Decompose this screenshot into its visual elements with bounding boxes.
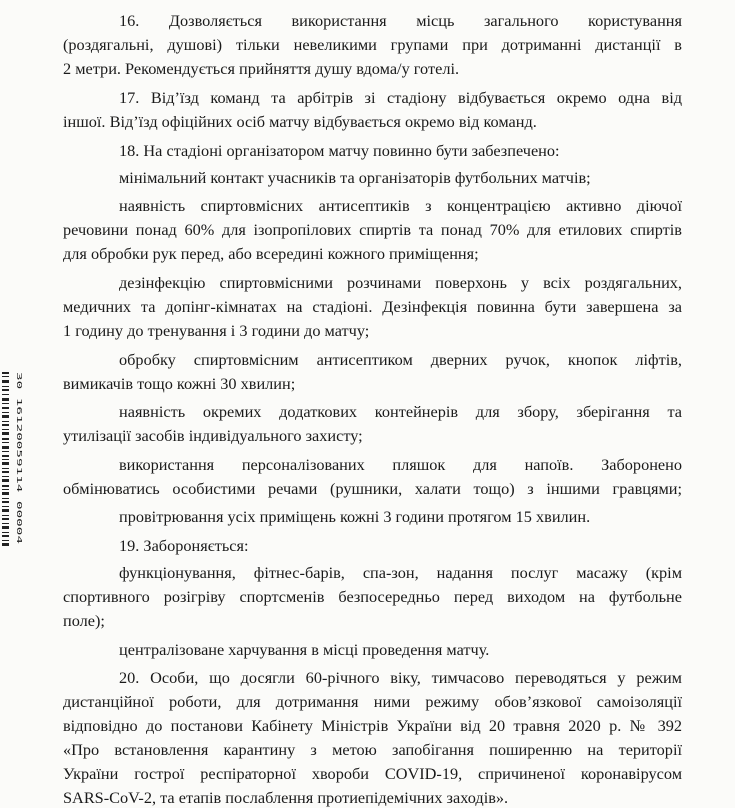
paragraph-19-item-1-line-2: спортивного розігріву спортсменів безпосередньо перед виходом на футбольне: [63, 587, 682, 606]
paragraph-16-line-1: 16. Дозволяється використання місць загального користування: [119, 11, 682, 30]
paragraph-18-item-2-line-1: наявність спиртовмісних антисептиків з концентрацією активно діючої: [119, 196, 682, 215]
paragraph-18-item-4-line-1: обробку спиртовмісним антисептиком дверних ручок, кнопок ліфтів,: [119, 350, 682, 369]
paragraph-18-item-4-line-2: вимикачів тощо кожні 30 хвилин;: [63, 374, 296, 393]
paragraph-18-item-2-line-3: для обробки рук перед, або всередині кожного приміщення;: [63, 244, 479, 263]
paragraph-19-heading: 19. Забороняється:: [119, 536, 249, 555]
paragraph-16-line-2: (роздягальні, душові) тільки невеликими групами при дотриманні дистанції в: [63, 35, 682, 54]
paragraph-19-item-1-line-1: функціонування, фітнес-барів, спа-зон, надання послуг масажу (крім: [119, 563, 682, 582]
paragraph-20-line-6: SARS-CoV-2, та етапів послаблення протиепідемічних заходів».: [63, 788, 509, 807]
paragraph-18-item-6-line-1: використання персоналізованих пляшок для напоїв. Заборонено: [119, 455, 682, 474]
paragraph-20-line-1: 20. Особи, що досягли 60-річного віку, тимчасово переводяться у режим: [119, 668, 682, 687]
paragraph-18-item-3-line-2: медичних та допінг-кімнатах на стадіоні. Дезінфекція повинна бути завершена за: [63, 297, 682, 316]
paragraph-16-line-3: 2 метри. Рекомендується прийняття душу вдома/у готелі.: [63, 59, 460, 78]
paragraph-18-item-3-line-1: дезінфекцію спиртовмісними розчинами поверхонь у всіх роздягальних,: [119, 273, 682, 292]
paragraph-18-item-6-line-2: обмінюватись особистими речами (рушники, халати тощо) з іншими гравцями;: [63, 479, 682, 498]
paragraph-18-item-3-line-3: 1 годину до тренування і 3 години до матчу;: [63, 321, 370, 340]
paragraph-18-item-7: провітрювання усіх приміщень кожні 3 години протягом 15 хвилин.: [119, 507, 591, 526]
registration-barcode-stamp: [2, 372, 28, 546]
paragraph-18-heading: 18. На стадіоні організатором матчу повинно бути забезпечено:: [119, 141, 560, 160]
paragraph-20-line-2: дистанційної роботи, для дотримання ними режиму обов’язкової самоізоляції: [63, 692, 682, 711]
paragraph-17-line-1: 17. Від’їзд команд та арбітрів зі стадіону відбувається окремо одна від: [119, 88, 682, 107]
paragraph-18-item-5-line-1: наявність окремих додаткових контейнерів для збору, зберігання та: [119, 402, 682, 421]
paragraph-18-item-1: мінімальний контакт учасників та організаторів футбольних матчів;: [119, 168, 591, 187]
paragraph-18-item-5-line-2: утилізації засобів індивідуального захисту;: [63, 426, 363, 445]
paragraph-17-line-2: іншої. Від’їзд офіційних осіб матчу відбувається окремо від команд.: [63, 112, 537, 131]
paragraph-18-item-2-line-2: речовини понад 60% для ізопропілових спиртів та понад 70% для етилових спиртів: [63, 220, 682, 239]
paragraph-20-line-5: України гострої респіраторної хвороби COVID-19, спричиненої коронавірусом: [63, 764, 682, 783]
paragraph-20-line-3: відповідно до постанови Кабінету Міністрів України від 20 травня 2020 р. № 392: [63, 716, 682, 735]
paragraph-19-item-1-line-3: поле);: [63, 611, 105, 630]
paragraph-19-item-2: централізоване харчування в місці проведення матчу.: [119, 640, 490, 659]
paragraph-20-line-4: «Про встановлення карантину з метою запобігання поширенню на території: [63, 740, 682, 759]
svg-text:30 16120059114 00004: 30 16120059114 00004: [15, 372, 24, 461]
